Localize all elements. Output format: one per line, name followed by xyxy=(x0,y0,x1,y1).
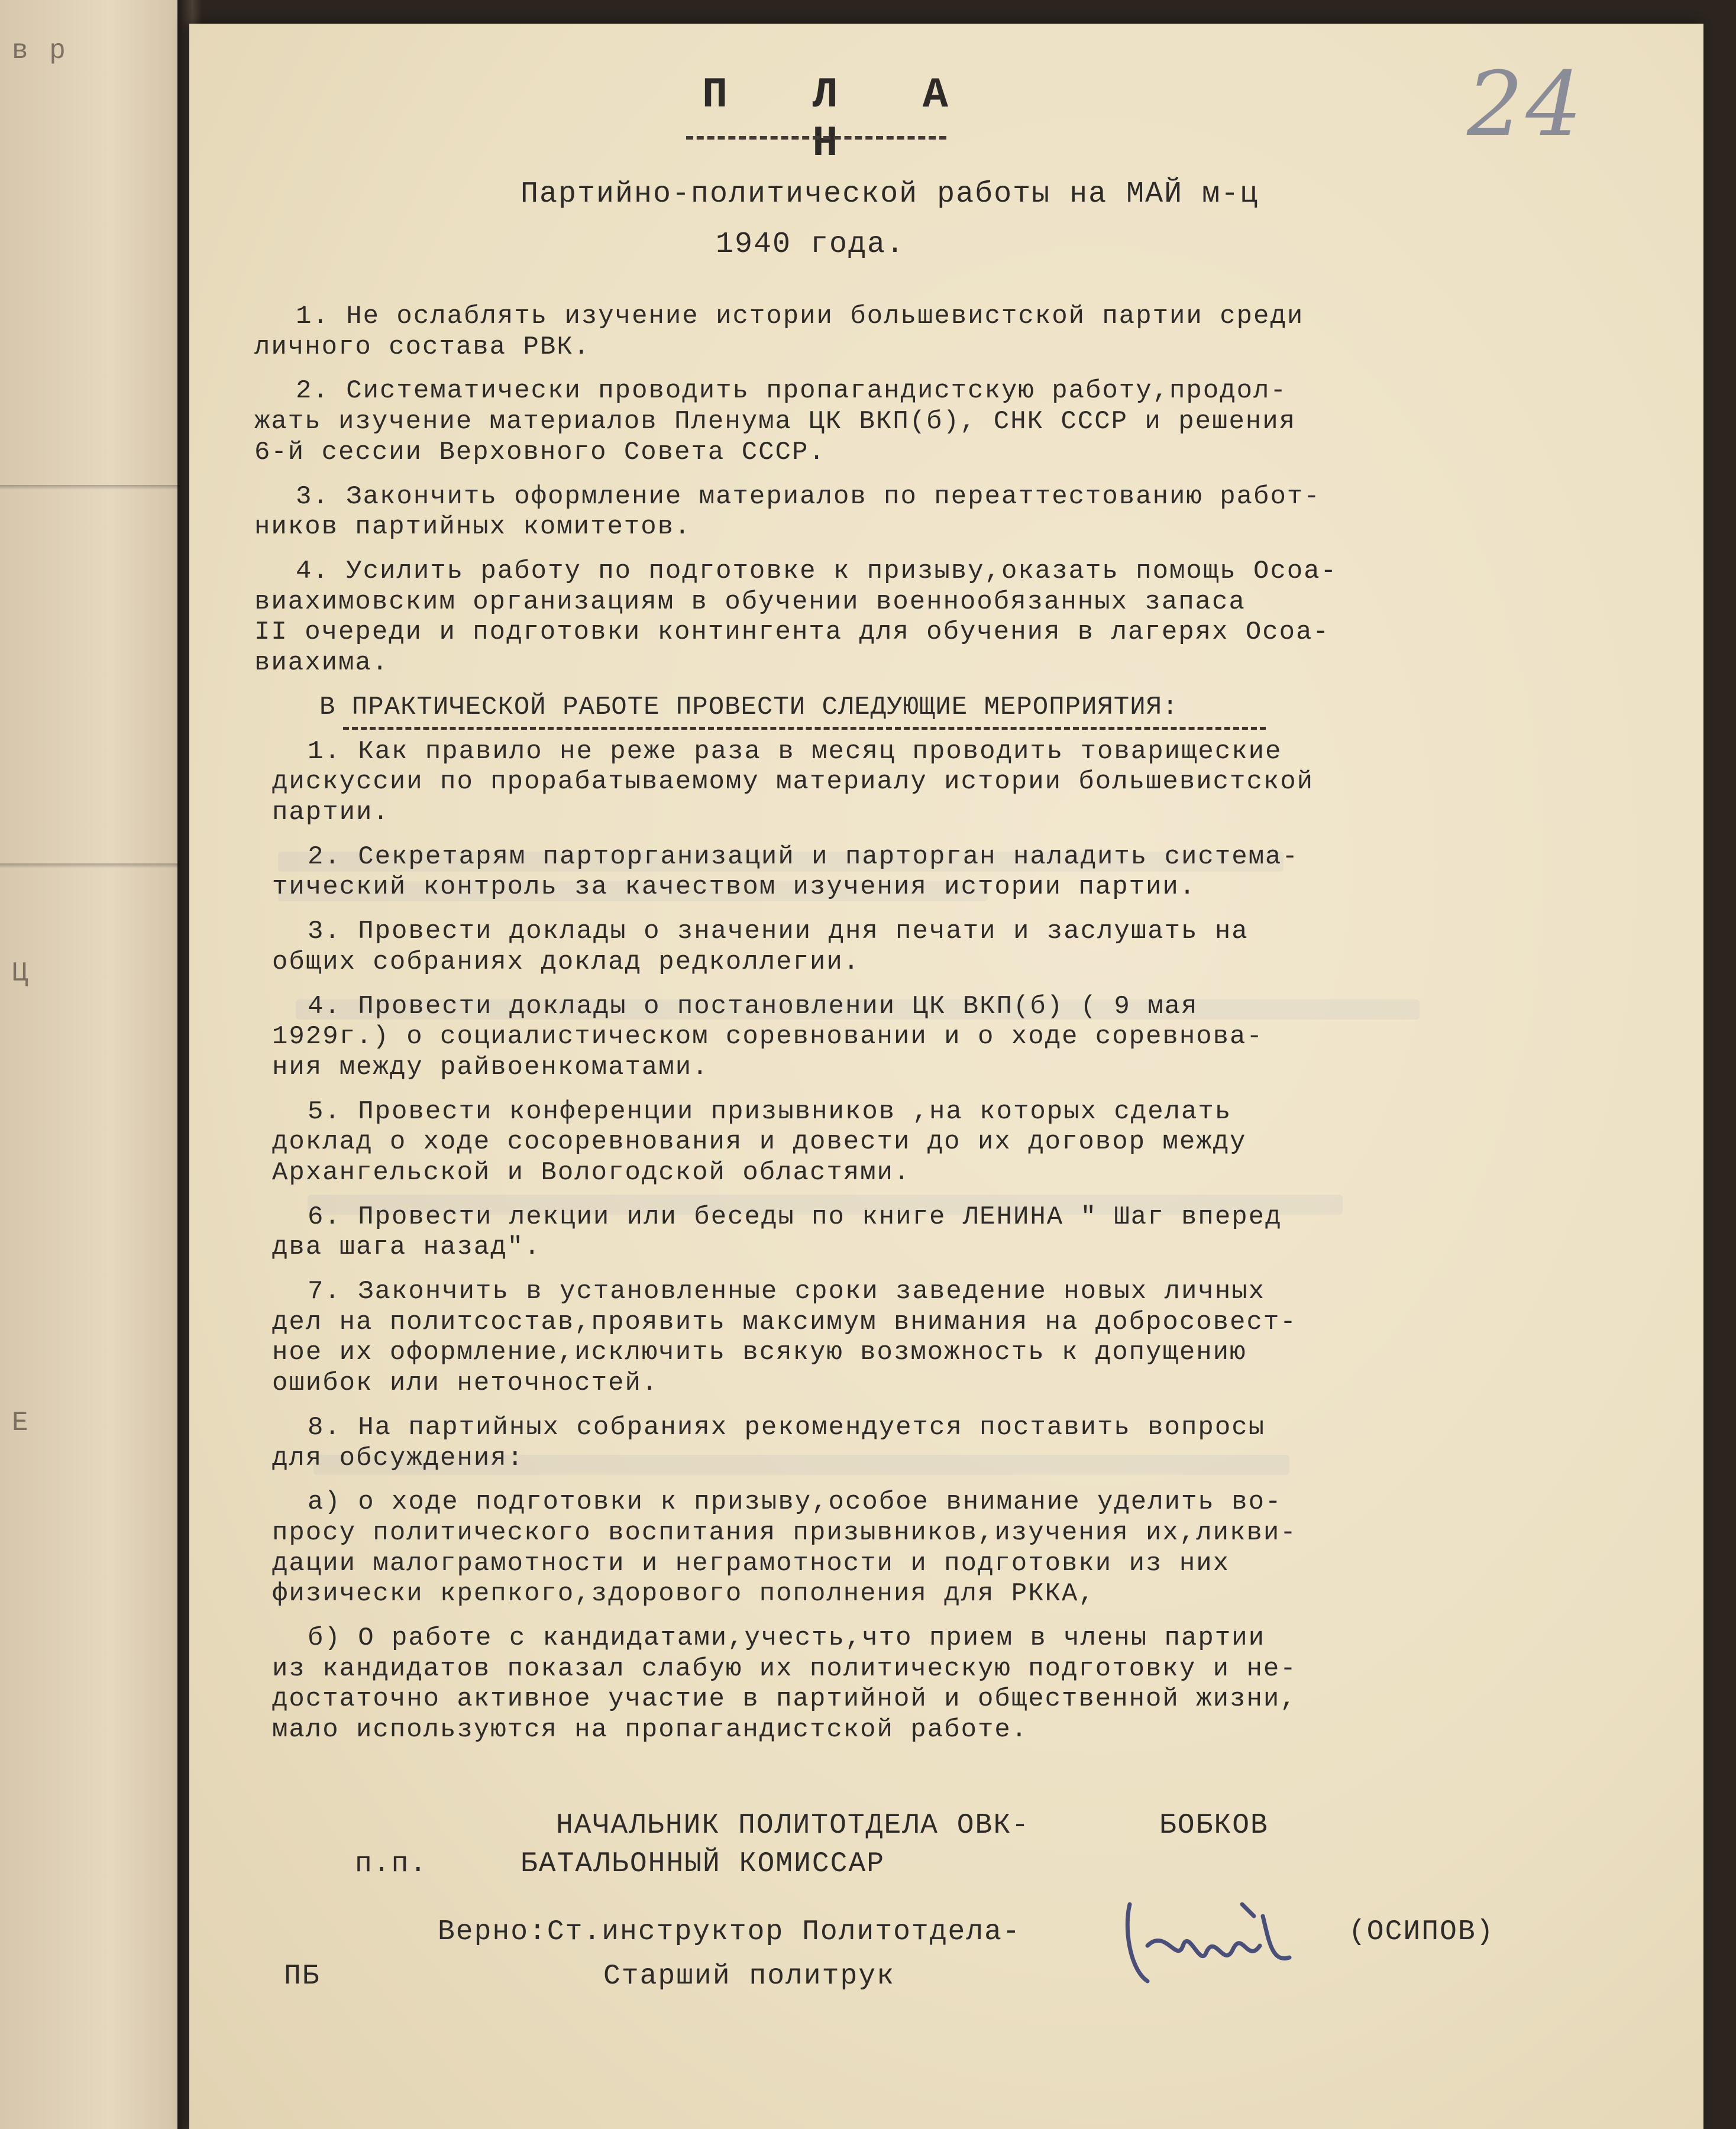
plan-line: 7. Закончить в установленные сроки заведение новых личных xyxy=(308,1277,1266,1306)
left-page-fold xyxy=(0,485,201,490)
signature-name-2: (ОСИПОВ) xyxy=(1349,1916,1495,1948)
signature-name-1: БОБКОВ xyxy=(1159,1810,1269,1842)
plan-line: Архангельской и Вологодской областями. xyxy=(272,1158,911,1188)
plan-line: дации малограмотности и неграмотности и подготовки из них xyxy=(272,1549,1230,1578)
plan-line: 4. Усилить работу по подготовке к призыву,оказать помощь Осоа- xyxy=(296,556,1338,586)
document-subtitle: Партийно-политической работы на МАЙ м-ц xyxy=(521,177,1259,211)
plan-line: просу политического воспитания призывников,изучения их,ликви- xyxy=(272,1518,1297,1548)
left-page-fragment: Ц xyxy=(12,958,31,989)
plan-line: 4. Провести доклады о постановлении ЦК ВКП(б) ( 9 мая xyxy=(308,992,1198,1021)
plan-line: два шага назад". xyxy=(272,1232,541,1262)
plan-line: ошибок или неточностей. xyxy=(272,1368,659,1398)
plan-line: из кандидатов показал слабую их политическую подготовку и не- xyxy=(272,1654,1297,1684)
plan-line: а) о ходе подготовки к призыву,особое внимание уделить во- xyxy=(308,1487,1282,1517)
plan-line: виахима. xyxy=(254,648,389,678)
plan-line: 2. Секретарям парторганизаций и парторган наладить система- xyxy=(308,842,1299,872)
plan-line: ников партийных комитетов. xyxy=(254,512,691,542)
document-title: П Л А Н xyxy=(701,71,978,168)
plan-line: общих собраниях доклад редколлегии. xyxy=(272,947,861,977)
signature-verno: Верно:Ст.инструктор Политотдела- xyxy=(438,1916,1021,1948)
left-page-fragment: Е xyxy=(12,1408,31,1438)
plan-line: тический контроль за качеством изучения истории партии. xyxy=(272,872,1197,902)
handwritten-signature xyxy=(1112,1881,1313,1999)
left-page-fold xyxy=(0,863,201,868)
signature-initials: ПБ xyxy=(284,1960,321,1992)
signature-role-2: БАТАЛЬОННЫЙ КОМИССАР xyxy=(521,1848,885,1880)
left-page-fragment: в р xyxy=(12,35,68,66)
plan-line: физически крепкого,здорового пополнения для РККА, xyxy=(272,1579,1095,1609)
section-heading-underline xyxy=(343,727,1266,730)
signature-pp-mark: п.п. xyxy=(355,1848,428,1880)
plan-line: 3. Закончить оформление материалов по переаттестованию работ- xyxy=(296,482,1321,512)
document-year: 1940 года. xyxy=(716,228,906,261)
plan-line: партии. xyxy=(272,798,390,827)
plan-line: 8. На партийных собраниях рекомендуется поставить вопросы xyxy=(308,1413,1266,1442)
left-underlying-page xyxy=(0,0,201,2129)
plan-line: дел на политсостав,проявить максимум внимания на добросовест- xyxy=(272,1308,1297,1337)
document-page xyxy=(189,24,1703,2129)
plan-line: 1929г.) о социалистическом соревновании и о ходе соревнова- xyxy=(272,1022,1263,1051)
plan-line: 1. Как правило не реже раза в месяц проводить товарищеские xyxy=(308,737,1282,766)
plan-line: жать изучение материалов Пленума ЦК ВКП(б), СНК СССР и решения xyxy=(254,407,1297,436)
plan-line: 6-й сессии Верховного Совета СССР. xyxy=(254,438,826,467)
plan-line: достаточно активное участие в партийной и общественной жизни, xyxy=(272,1684,1297,1714)
page-number: 24 xyxy=(1467,53,1585,156)
plan-line: личного состава РВК. xyxy=(254,332,591,362)
signature-rank: Старший политрук xyxy=(603,1960,895,1992)
plan-line: для обсуждения: xyxy=(272,1444,525,1473)
section-heading: В ПРАКТИЧЕСКОЙ РАБОТЕ ПРОВЕСТИ СЛЕДУЮЩИЕ МЕРОПРИЯТИЯ: xyxy=(319,693,1179,722)
plan-line: б) О работе с кандидатами,учесть,что прием в члены партии xyxy=(308,1623,1266,1653)
plan-line: доклад о ходе сосоревнования и довести до их договор между xyxy=(272,1127,1247,1157)
plan-line: ное их оформление,исключить всякую возможность к допущению xyxy=(272,1338,1247,1367)
plan-line: 5. Провести конференции призывников ,на которых сделать xyxy=(308,1097,1232,1127)
plan-line: ния между райвоенкоматами. xyxy=(272,1053,709,1082)
signature-role-1: НАЧАЛЬНИК ПОЛИТОТДЕЛА ОВК- xyxy=(556,1810,1030,1842)
plan-line: 2. Систематически проводить пропагандистскую работу,продол- xyxy=(296,376,1287,406)
title-underline xyxy=(686,136,946,140)
plan-line: мало используются на пропагандистской работе. xyxy=(272,1715,1029,1745)
plan-line: 3. Провести доклады о значении дня печати и заслушать на xyxy=(308,917,1249,946)
plan-line: II очереди и подготовки контингента для обучения в лагерях Осоа- xyxy=(254,617,1330,647)
plan-line: дискуссии по прорабатываемому материалу истории большевистской xyxy=(272,767,1314,797)
plan-line: 1. Не ослаблять изучение истории большевистской партии среди xyxy=(296,302,1304,331)
plan-line: 6. Провести лекции или беседы по книге ЛЕНИНА " Шаг вперед xyxy=(308,1202,1282,1232)
plan-line: виахимовским организациям в обучении военнообязанных запаса xyxy=(254,587,1246,617)
